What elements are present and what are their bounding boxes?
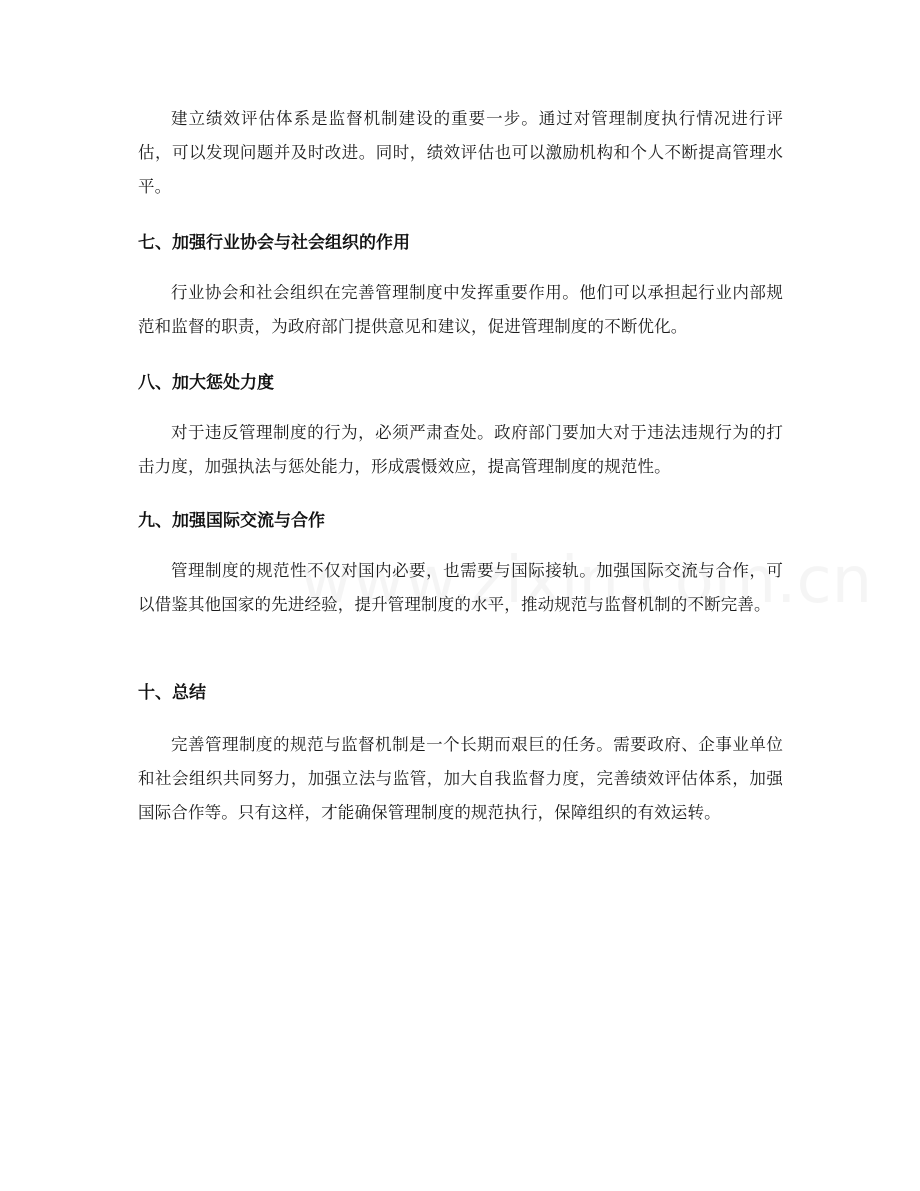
- section-10-paragraph: 完善管理制度的规范与监督机制是一个长期而艰巨的任务。需要政府、企事业单位和社会组织共同努力，加强立法与监管，加大自我监督力度，完善绩效评估体系，加强国际合作等。只有这样，才能确保管理制度的规范执行，保障组织的有效运转。: [138, 735, 783, 822]
- paragraph-performance-evaluation: 建立绩效评估体系是监督机制建设的重要一步。通过对管理制度执行情况进行评估，可以发现问题并及时改进。同时，绩效评估也可以激励机构和个人不断提高管理水平。: [138, 109, 783, 196]
- section-7-paragraph: 行业协会和社会组织在完善管理制度中发挥重要作用。他们可以承担起行业内部规范和监督的职责，为政府部门提供意见和建议，促进管理制度的不断优化。: [138, 283, 783, 336]
- section-10-heading: 十、总结: [138, 683, 206, 703]
- section-8-heading: 八、加大惩处力度: [138, 373, 274, 393]
- section-7-heading: 七、加强行业协会与社会组织的作用: [138, 233, 410, 253]
- section-9-heading: 九、加强国际交流与合作: [138, 511, 325, 531]
- section-8-paragraph: 对于违反管理制度的行为，必须严肃查处。政府部门要加大对于违法违规行为的打击力度，加强执法与惩处能力，形成震慑效应，提高管理制度的规范性。: [138, 423, 783, 476]
- section-9-paragraph: 管理制度的规范性不仅对国内必要，也需要与国际接轨。加强国际交流与合作，可以借鉴其他国家的先进经验，提升管理制度的水平，推动规范与监督机制的不断完善。: [138, 561, 783, 614]
